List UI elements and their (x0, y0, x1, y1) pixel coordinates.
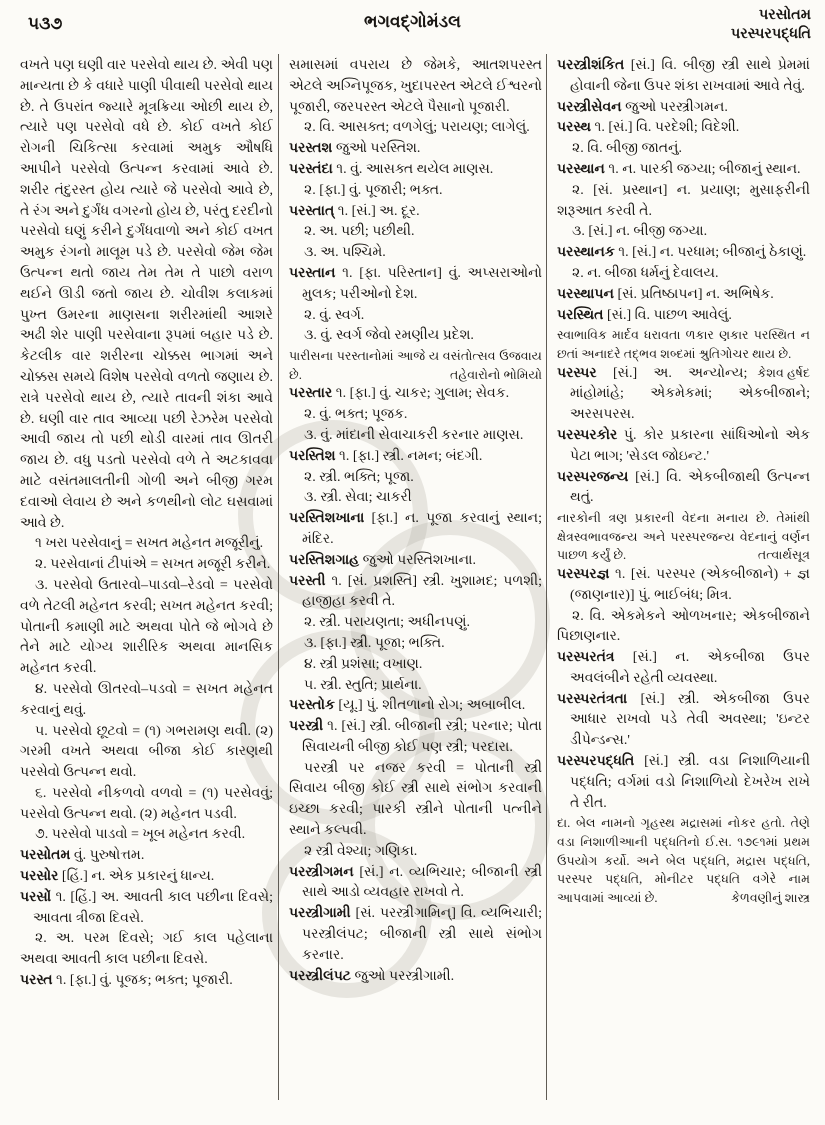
dictionary-entry (289, 202, 542, 223)
quote-source: કેળવણીનું શાસ્ત્ર (731, 890, 810, 905)
dictionary-entry (289, 447, 542, 468)
headword: પરસ્તી (289, 573, 326, 589)
body-text: ૧. [સં.] અ. દૂર. (334, 203, 420, 219)
headword: પરસ્ત્રી (289, 719, 324, 735)
dictionary-entry (289, 264, 542, 306)
headword: પરસ્ત્રીશંકિત (557, 58, 625, 73)
headword: પરસોં (20, 889, 52, 905)
quote-text: દા. બેલ નામનો ગૃહસ્થ મદ્રાસમાં નોકર હતો. તેણે વડા નિશાળીઆની પદ્ધતિનો ઈ.સ. ૧૭૯૧માં પ્રથમ ઉપયોગ કર્યો. અને બેલ પદ્ધતિ, મદ્રાસ પદ્ધતિ, પરસ્પર પદ્ધતિ, મોનીટર પદ્ધતિ વગેરે નામ આપવામાં આવ્યાં છે. (557, 816, 810, 905)
headword: પરસ્તાત્ (289, 203, 335, 219)
dictionary-entry (557, 98, 810, 119)
sense-item (289, 426, 542, 447)
dictionary-entry (557, 648, 810, 690)
body-text: [સં.] વિ. બીજી સ્ત્રી સાથે પ્રેમમાં હોવાની જેના ઉપર શંકા રાખવામાં આવે તેવું. (570, 58, 810, 94)
body-text: ૩. પરસેવો ઉતારવો–પાડવો–રેડવો = પરસેવો વળે તેટલી મહેનત કરવી; સખત મહેનત કરવી; પોતાની કમાણી માટે અથવા પોતે જે ભોગવે છે તેને માટે યોગ્ય શારીરિક અથવા માનસિક મહેનત કરવી. (20, 577, 273, 677)
dictionary-entry (557, 690, 810, 752)
headword: પરસ્પરકોર (557, 427, 618, 443)
sense-item (20, 929, 273, 971)
headword: પરસ્તિશ (289, 448, 336, 464)
idiom-item (20, 784, 273, 826)
dictionary-entry (20, 888, 273, 930)
dictionary-entry (289, 863, 542, 905)
sense-item (289, 222, 542, 243)
dictionary-entry (557, 468, 810, 510)
body-text: [સં.] વિ. એકબીજાથી ઉત્પન્ન થતું. (570, 469, 810, 506)
body-text: જુઓ પરસ્ત્રીગમન. (621, 99, 728, 115)
body-text: ૪. સ્ત્રી પ્રશંસા; વખાણ. (304, 656, 423, 672)
headword: પરસ્પરપદ્ધતિ (557, 754, 635, 770)
body-text: ૨. પરસેવાનાં ટીપાંએ = સખત મજૂરી કરીને. (35, 557, 271, 573)
text-column-3 (557, 56, 810, 1106)
headword: પરસ્ત્રીગામી (289, 906, 351, 922)
headword: પરસ્થિત (557, 307, 604, 323)
headword: પરસ્તંદા (289, 161, 333, 177)
body-text: ૩. [સં.] ન. બીજી જગ્યા. (572, 224, 708, 240)
body-text: ૩. સ્ત્રી. સેવા; ચાકરી (304, 490, 412, 506)
body-text: [સં.] સ્ત્રી. એકબીજા ઉપર આધાર રાખવો પડે તેવી અવસ્થા; 'ઇન્ટર ડીપેન્ડન્સ.' (570, 691, 810, 749)
body-text: ૬. પરસેવો નીકળવો વળવો = (૧) પરસેવવું; પરસેવો ઉત્પન્ન થવો. (૨) મહેનત પડવી. (20, 785, 273, 822)
sense-item (557, 607, 810, 649)
book-title: ભગવદ્ગોમંડલ (364, 12, 461, 31)
body-text: જુઓ પરસ્તિશ. (332, 141, 421, 157)
body-text: ૧. [સં.] સ્ત્રી. બીજાની સ્ત્રી; પરનાર; પોતા સિવાયની બીજી કોઈ પણ સ્ત્રી; પરદારા. (302, 719, 542, 755)
running-head-last-word: પરસ્પરપદ્ધતિ (730, 26, 811, 42)
body-text: ૧. [ફા.] વું. ચાકર; ગુલામ; સેવક. (332, 386, 510, 402)
text-column-1 (20, 56, 273, 1106)
body-text: જુઓ પરસ્ત્રીગામી. (350, 968, 455, 984)
sense-item (289, 676, 542, 697)
dictionary-entry (20, 846, 273, 867)
dictionary-entry (20, 867, 273, 888)
body-text: ૩. વું. સ્વર્ગ જેવો રમણીય પ્રદેશ. (304, 328, 474, 344)
body-text: [સં. પરસ્ત્રીગામિન્] વિ. વ્યભિચારી; પરસ્ત્રીલંપટ; બીજાની સ્ત્રી સાથે સંભોગ કરનાર. (302, 906, 542, 963)
quote-text: પારીસના પરસ્તાનોમાં આજે ય વસંતોત્સવ ઉજવાય છે. (289, 349, 542, 382)
running-text (20, 56, 273, 534)
sense-item (557, 222, 810, 243)
body-text: ૨ સ્ત્રી વેશ્યા; ગણિકા. (304, 843, 418, 859)
dictionary-entry (557, 118, 810, 139)
headword: પરસ્ત્રીગમન (289, 864, 354, 880)
body-text: [સં. પ્રતિષ્ઠાપન] ન. અભિષેક. (613, 286, 774, 302)
headword: પરસ્પરજ્ઞ (557, 566, 610, 582)
headword: પરસ્પરતંત્રતા (557, 691, 628, 707)
body-text: ૧. [સં. પ્રશસ્તિ] સ્ત્રી. ખુશામદ; પળશી; હાજીહા કરવી તે. (302, 573, 542, 610)
headword: પરસ્તોક (289, 698, 335, 714)
column-divider (546, 54, 547, 1100)
headword: પરસોર (20, 869, 59, 885)
headword: પરસ્તશ (289, 141, 333, 157)
sense-item (289, 118, 542, 139)
body-text: ૧. [સં. પરસ્પર (એકબીજાને) + જ્ઞ (જાણનાર)] પું. ભાઈબંધ; મિત્ર. (570, 566, 810, 603)
body-text: [સં.] વિ. પાછળ આવેલું. (603, 307, 732, 323)
headword: પરસ્ત (20, 973, 53, 989)
sense-item (557, 264, 810, 285)
body-text: ૫. સ્ત્રી. સ્તુતિ; પ્રાર્થના. (304, 677, 422, 693)
running-head-first-word: પરસોતમ (758, 7, 811, 23)
dictionary-entry (557, 56, 810, 98)
body-text: ૨. વું. ભક્ત; પૂજક. (304, 407, 408, 423)
body-text: ૭. પરસેવો પાડવો = ખૂબ મહેનત કરવી. (35, 827, 246, 843)
quote-source: તહેવારોનો ભોમિયો (450, 367, 542, 382)
body-text: વું. પુરુષોત્તમ. (70, 848, 145, 864)
running-text (289, 56, 542, 118)
dictionary-entry (557, 565, 810, 607)
dictionary-entry (289, 551, 542, 572)
body-text: જુઓ પરસ્તિશખાના. (359, 552, 476, 568)
sense-item (289, 181, 542, 202)
headword: પરસ્તાર (289, 386, 333, 402)
body-text: પું. કોર પ્રકારના સાંધિઓનો એક પેટા ભાગ; 'સેડલ જોઇન્ટ.' (570, 427, 810, 464)
body-text: ૧. [ફા. પરિસ્તાન] વું. અપ્સરાઓનો મુલક; પરીઓનો દેશ. (302, 265, 542, 302)
body-text: ૨. વિ. બીજી જાતનું. (572, 141, 682, 157)
sense-item (289, 488, 542, 509)
dictionary-entry (289, 717, 542, 759)
body-text: પરસ્ત્રી પર નજર કરવી = પોતાની સ્ત્રી સિવાય બીજી કોઈ સ્ત્રી સાથે સંભોગ કરવાની ઇચ્છા કરવી; પારકી સ્ત્રીને પોતાની પત્નીને સ્થાને કલ્પવી. (289, 760, 542, 839)
idiom-item (20, 680, 273, 722)
body-text: ૨. વિ. એકમેકને ઓળખનાર; એકબીજાને પિછાણનાર. (557, 608, 810, 645)
headword: પરસ્ત્રીસેવન (557, 99, 622, 115)
idiom-item (20, 534, 273, 555)
dictionary-entry (20, 971, 273, 992)
quote-block (557, 814, 810, 907)
dictionary-entry (289, 572, 542, 614)
headword: પરસ્ત્રીલંપટ (289, 968, 351, 984)
headword: પરસ્થાન (557, 161, 605, 177)
column-divider (278, 54, 279, 1100)
sense-item (289, 326, 542, 347)
body-text: ૩. વું. માંદાની સેવાચાકરી કરનાર માણસ. (304, 427, 524, 443)
dictionary-entry (557, 160, 810, 181)
sense-item (557, 139, 810, 160)
dictionary-entry (289, 160, 542, 181)
headword: પરસ્તિશખાના (289, 511, 365, 527)
idiom-item (20, 555, 273, 576)
sense-item (289, 842, 542, 863)
idiom-item (20, 576, 273, 680)
headword: પરસ્પરતંત્ર (557, 650, 615, 666)
sense-item (289, 613, 542, 634)
sense-item (557, 181, 810, 223)
dictionary-entry (289, 904, 542, 966)
body-text: ૧. [ફા.] સ્ત્રી. નમન; બંદગી. (335, 448, 483, 464)
idiom-item (20, 825, 273, 846)
dictionary-entry (557, 752, 810, 814)
headword: પરસ્પરજન્ય (557, 469, 629, 485)
body-text: ૫. પરસેવો છૂટવો = (૧) ગભરામણ થવી. (૨) ગરમી વખતે અથવા બીજા કોઈ કારણથી પરસેવો ઉત્પન્ન થવો. (20, 723, 273, 781)
body-text: ૧. [સં.] ન. પરધામ; બીજાનું ઠેકાણું. (614, 245, 807, 261)
headword: પરસોતમ (20, 848, 71, 864)
quote-block (557, 509, 810, 565)
body-text: [યૂ.] પું. શીતળાનો રોગ; અબાબીલ. (334, 698, 526, 714)
body-text: [ફા.] ન. પૂજા કરવાનું સ્થાન; મંદિર. (302, 511, 542, 547)
body-text: [સં.] ન. વ્યભિચાર; બીજાની સ્ત્રી સાથે આડો વ્યવહાર રાખવો તે. (302, 864, 542, 901)
body-text: ૨. સ્ત્રી. પરાયણતા; અધીનપણું. (304, 615, 470, 631)
dictionary-entry (289, 384, 542, 405)
dictionary-entry (289, 696, 542, 717)
dictionary-entry (557, 306, 810, 327)
body-text: ૨. ન. બીજા ધર્મનું દેવાલય. (572, 265, 719, 281)
dictionary-entry (289, 139, 542, 160)
body-text: ૨. [ફા.] વું. પૂજારી; ભક્ત. (304, 182, 443, 198)
body-text: ૧. વું. આસક્ત થયેલ માણસ. (332, 161, 494, 177)
body-text: ૧. [ફા.] વું. પૂજક; ભક્ત; પૂજારી. (52, 973, 233, 989)
headword: પરસ્તાન (289, 265, 336, 281)
body-text: ૪. પરસેવો ઊતરવો–પડવો = સખત મહેનત કરવાનું થવું. (20, 681, 273, 718)
sense-item (289, 306, 542, 327)
dictionary-entry (557, 243, 810, 264)
body-text: [હિં.] ન. એક પ્રકારનું ધાન્ય. (58, 869, 215, 885)
quote-source: કેશવ હર્ષદ (757, 365, 810, 380)
body-text: સમાસમાં વપરાય છે જેમકે, આતશપરસ્ત એટલે અગ્નિપૂજક, ખુદાપરસ્ત એટલે ઈશ્વરનો પૂજારી, જરપરસ્ત એટલે પૈસાનો પૂજારી. (289, 58, 542, 115)
quote-block (289, 347, 542, 384)
body-text: ૧. [સં.] વિ. પરદેશી; વિદેશી. (591, 120, 740, 136)
headword: પરસ્પર (557, 365, 597, 381)
headword: પરસ્થાનક (557, 245, 615, 261)
body-text: [સં.] અ. અન્યોન્ય; માંહોમાંહે; એકમેકમાં; એકબીજાને; અરસપરસ. (570, 365, 810, 423)
running-head (731, 6, 811, 44)
headword: પરસ્થાપન (557, 286, 614, 302)
quote-text: નારકોની ત્રણ પ્રકારની વેદના મનાય છે. તેમાંથી ક્ષેત્રસ્વભાવજન્ય અને પરસ્પરજન્ય વેદનાનું વર્ણન પાછળ કર્યું છે. (557, 511, 810, 563)
body-text: ૨. સ્ત્રી. ભક્તિ; પૂજા. (304, 469, 414, 485)
quote-source: તત્વાર્થસૂત્ર (757, 548, 810, 563)
dictionary-entry (557, 426, 810, 468)
headword: પરસ્થ (557, 120, 591, 136)
body-text: ૨. વિ. આસક્ત; વળગેલું; પરાયણ; લાગેલું. (304, 120, 530, 136)
body-text: ૧ ખરા પરસેવાનું = સખત મહેનત મજૂરીનું. (35, 536, 264, 552)
sense-item (289, 655, 542, 676)
sense-item (289, 405, 542, 426)
body-text: ૧. ન. પારકી જગ્યા; બીજાનું સ્થાન. (604, 161, 801, 177)
sense-item (289, 634, 542, 655)
idiom-item (20, 722, 273, 784)
page-number: ૫૩૭ (28, 14, 63, 33)
body-text: [સં.] સ્ત્રી. વડા નિશાળિયાની પદ્ધતિ; વર્ગમાં વડો નિશાળિયો દેખરેખ રાખે તે રીત. (570, 754, 810, 811)
dictionary-entry (289, 509, 542, 551)
text-column-2 (289, 56, 542, 1106)
dictionary-entry (557, 285, 810, 306)
body-text: ૨. વું. સ્વર્ગ. (304, 307, 365, 323)
body-text: ૨. [સં. પ્રસ્થાન] ન. પ્રયાણ; મુસાફરીની શરૂઆત કરવી તે. (557, 182, 810, 219)
idiom-item (289, 759, 542, 842)
body-text: ૧. [હિં.] અ. આવતી કાલ પછીના દિવસે; આવતા ત્રીજા દિવસે. (33, 889, 273, 926)
quote-text: સ્વાભાવિક માર્દવ ધરાવતા ળકાર ણકાર પરસ્થિત ન છતાં અનાદરે તદ્ભવ શબ્દમાં શ્રુતિગોચર થાય છે. (557, 328, 810, 361)
sense-item (289, 468, 542, 489)
body-text: ૨. અ. પછી; પછીથી. (304, 224, 415, 240)
body-text: ૩. અ. પશ્ચિમે. (304, 245, 386, 261)
body-text: વખતે પણ ઘણી વાર પરસેવો થાય છે. એવી પણ માન્યતા છે કે વધારે પાણી પીવાથી પરસેવો થાય છે. તે ઉપરાંત જ્યારે મૂત્રક્રિયા ઓછી થાય છે, ત્યારે પણ પરસેવો વધે છે. કોઈ વખતે કોઈ રોગની ચિકિત્સા કરવામાં અમુક ઔષધિ આપીને પરસેવો ઉત્પન્ન કરવામાં આવે છે. શરીર તંદુરસ્ત હોય ત્યારે જે પરસેવો આવે છે, તે રંગ અને દુર્ગંધ વગરનો હોય છે, પરંતુ દરદીનો પરસેવો ઘણું કરીને દુર્ગંધવાળો અને કોઈ વખત અમુક રંગનો માલૂમ પડે છે. પરસેવો જેમ જેમ ઉત્પન્ન થતો જાય તેમ તેમ તે પાછો વરાળ થઈને ઊડી જતો જાય છે. ચોવીશ કલાકમાં પુખ્ત ઉમરના માણસના શરીરમાંથી આશરે અઢી શેર પાણી પરસેવાના રૂપમાં બહાર પડે છે. કેટલીક વાર શરીરના ચોક્કસ ભાગમાં અને ચોક્કસ સમયે વિશેષ પરસેવો વળતો જણાય છે. રાત્રે પરસેવો થાય છે, ત્યારે તાવની શંકા આવે છે. ઘણી વાર તાવ આવ્યા પછી રેઝરેમ પરસેવો આવી જાય તો પછી થોડી વારમાં તાવ ઊતરી જાય છે. વધુ પડતો પરસેવો વળે તે અટકાવવા માટે વસંતમાલતીની ગોળી અને બીજી ગરમ દવાઓ લેવાય છે અને કળથીનો લોટ ઘસવામાં આવે છે. (20, 58, 273, 531)
body-text: [સં.] ન. એકબીજા ઉપર અવલંબીને રહેતી વ્યવસ્થા. (570, 650, 810, 686)
dictionary-entry (289, 967, 542, 988)
body-text: ૨. અ. પરમ દિવસે; ગઈ કાલ પહેલાના અથવા આવતી કાલ પછીના દિવસે. (20, 931, 273, 968)
sense-item (289, 243, 542, 264)
body-text: ૩. [ફા.] સ્ત્રી. પૂજા; ભક્તિ. (304, 635, 445, 651)
headword: પરસ્તિશગાહ (289, 552, 360, 568)
